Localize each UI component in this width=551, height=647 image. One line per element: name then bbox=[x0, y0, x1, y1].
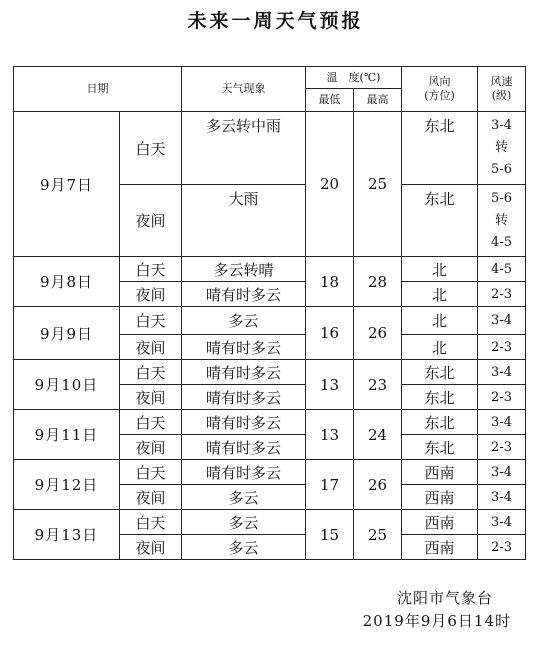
weather-cell: 晴有时多云 bbox=[182, 435, 306, 460]
temp-max-cell: 24 bbox=[354, 410, 402, 460]
weather-cell: 晴有时多云 bbox=[182, 335, 306, 360]
period-cell: 夜间 bbox=[120, 335, 182, 360]
temp-max-cell: 25 bbox=[354, 510, 402, 560]
wind-speed-line: 3-4 bbox=[491, 118, 512, 133]
weather-cell: 晴有时多云 bbox=[182, 410, 306, 435]
wind-speed-line: 4-5 bbox=[491, 234, 512, 250]
table-row bbox=[14, 460, 526, 485]
wind-dir-cell: 西南 bbox=[402, 510, 478, 535]
wind-speed-line: 转 bbox=[495, 140, 509, 155]
wind-dir-cell: 西南 bbox=[402, 485, 478, 510]
period-cell: 夜间 bbox=[120, 185, 182, 257]
header-wind-speed-sub: (级) bbox=[491, 89, 512, 102]
period-cell: 白天 bbox=[120, 112, 182, 185]
wind-speed-cell: 4-5 bbox=[478, 257, 526, 282]
date-cell: 9月7日 bbox=[14, 112, 120, 257]
wind-dir-cell: 东北 bbox=[402, 112, 478, 185]
wind-dir-cell: 东北 bbox=[402, 185, 478, 257]
wind-speed-cell: 2-3 bbox=[478, 335, 526, 360]
temp-max-cell: 26 bbox=[354, 460, 402, 510]
wind-dir-cell: 东北 bbox=[402, 385, 478, 410]
weather-cell: 大雨 bbox=[182, 185, 306, 257]
weather-cell: 多云 bbox=[182, 535, 306, 560]
period-cell: 白天 bbox=[120, 257, 182, 282]
header-wind-dir-label: 风向 bbox=[428, 75, 451, 88]
period-cell: 白天 bbox=[120, 460, 182, 485]
date-cell: 9月10日 bbox=[14, 360, 120, 410]
header-wind-dir-sub: (方位) bbox=[424, 89, 455, 102]
header-temp-max: 最高 bbox=[354, 89, 402, 112]
period-cell: 白天 bbox=[120, 360, 182, 385]
wind-dir-cell: 北 bbox=[402, 257, 478, 282]
forecast-table bbox=[13, 66, 526, 560]
wind-speed-cell: 3-4 bbox=[478, 307, 526, 335]
table-row bbox=[14, 307, 526, 335]
temp-max-cell: 25 bbox=[354, 112, 402, 257]
wind-speed-cell: 3-4 bbox=[478, 460, 526, 485]
header-date: 日期 bbox=[14, 67, 182, 112]
wind-speed-cell bbox=[478, 185, 526, 257]
weather-cell: 晴有时多云 bbox=[182, 385, 306, 410]
wind-speed-line: 5-6 bbox=[491, 190, 512, 206]
temp-max-cell: 26 bbox=[354, 307, 402, 360]
temp-max-cell: 28 bbox=[354, 257, 402, 307]
temp-min-cell: 13 bbox=[306, 360, 354, 410]
weather-cell: 多云转中雨 bbox=[182, 112, 306, 185]
wind-speed-line: 转 bbox=[495, 212, 509, 228]
wind-dir-cell: 西南 bbox=[402, 460, 478, 485]
wind-dir-cell: 北 bbox=[402, 335, 478, 360]
table-row bbox=[14, 112, 526, 185]
wind-dir-cell: 东北 bbox=[402, 410, 478, 435]
weather-cell: 多云 bbox=[182, 307, 306, 335]
temp-min-cell: 15 bbox=[306, 510, 354, 560]
wind-dir-cell: 东北 bbox=[402, 435, 478, 460]
period-cell: 白天 bbox=[120, 307, 182, 335]
wind-speed-cell bbox=[478, 112, 526, 185]
table-row bbox=[14, 410, 526, 435]
weather-cell: 多云 bbox=[182, 485, 306, 510]
wind-dir-cell: 东北 bbox=[402, 360, 478, 385]
temp-min-cell: 13 bbox=[306, 410, 354, 460]
wind-speed-cell: 2-3 bbox=[478, 435, 526, 460]
table-row bbox=[14, 360, 526, 385]
period-cell: 夜间 bbox=[120, 485, 182, 510]
wind-dir-cell: 北 bbox=[402, 282, 478, 307]
issuer-org: 沈阳市气象台 bbox=[396, 589, 493, 607]
date-cell: 9月8日 bbox=[14, 257, 120, 307]
wind-speed-cell: 2-3 bbox=[478, 535, 526, 560]
temp-min-cell: 20 bbox=[306, 112, 354, 257]
period-cell: 白天 bbox=[120, 410, 182, 435]
wind-speed-cell: 3-4 bbox=[478, 410, 526, 435]
wind-speed-cell: 3-4 bbox=[478, 360, 526, 385]
header-wind-dir bbox=[402, 67, 478, 112]
wind-dir-cell: 西南 bbox=[402, 535, 478, 560]
header-wind-speed bbox=[478, 67, 526, 112]
wind-speed-cell: 2-3 bbox=[478, 282, 526, 307]
wind-speed-line: 5-6 bbox=[491, 162, 512, 177]
wind-speed-cell: 2-3 bbox=[478, 385, 526, 410]
weather-cell: 多云 bbox=[182, 510, 306, 535]
header-temp-min: 最低 bbox=[306, 89, 354, 112]
header-weather: 天气现象 bbox=[182, 67, 306, 112]
date-cell: 9月9日 bbox=[14, 307, 120, 360]
issue-time: 2019年9月6日14时 bbox=[362, 612, 511, 630]
period-cell: 夜间 bbox=[120, 435, 182, 460]
date-cell: 9月13日 bbox=[14, 510, 120, 560]
weather-cell: 晴有时多云 bbox=[182, 460, 306, 485]
header-temp: 温 度(℃) bbox=[306, 67, 402, 89]
temp-min-cell: 16 bbox=[306, 307, 354, 360]
page-title: 未来一周天气预报 bbox=[187, 10, 364, 32]
wind-speed-cell: 3-4 bbox=[478, 485, 526, 510]
period-cell: 白天 bbox=[120, 510, 182, 535]
table-row bbox=[14, 510, 526, 535]
weather-cell: 晴有时多云 bbox=[182, 360, 306, 385]
wind-dir-cell: 北 bbox=[402, 307, 478, 335]
header-wind-speed-label: 风速 bbox=[490, 75, 513, 88]
table-row bbox=[14, 257, 526, 282]
date-cell: 9月12日 bbox=[14, 460, 120, 510]
weather-cell: 晴有时多云 bbox=[182, 282, 306, 307]
date-cell: 9月11日 bbox=[14, 410, 120, 460]
period-cell: 夜间 bbox=[120, 282, 182, 307]
period-cell: 夜间 bbox=[120, 535, 182, 560]
wind-speed-cell: 3-4 bbox=[478, 510, 526, 535]
period-cell: 夜间 bbox=[120, 385, 182, 410]
temp-min-cell: 17 bbox=[306, 460, 354, 510]
temp-min-cell: 18 bbox=[306, 257, 354, 307]
weather-cell: 多云转晴 bbox=[182, 257, 306, 282]
temp-max-cell: 23 bbox=[354, 360, 402, 410]
